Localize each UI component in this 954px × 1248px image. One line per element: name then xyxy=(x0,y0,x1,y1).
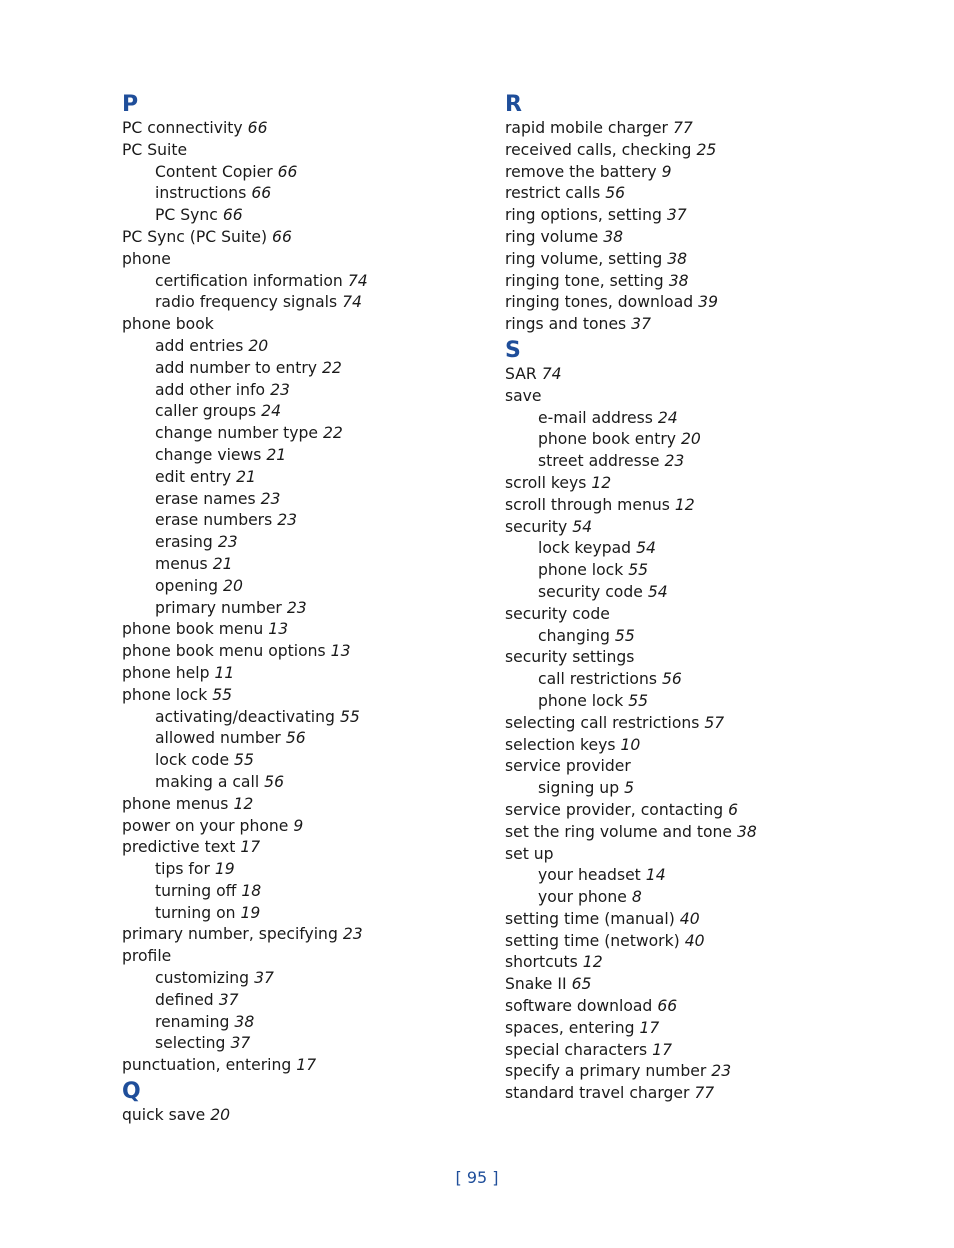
index-entry xyxy=(505,140,905,162)
index-entry xyxy=(505,1018,905,1040)
index-subentry xyxy=(505,865,905,887)
entry-term: special characters xyxy=(505,1040,648,1059)
entry-page: 6 xyxy=(728,800,739,819)
entry-page: 23 xyxy=(286,598,307,617)
index-entry xyxy=(505,647,905,669)
entry-term: primary number xyxy=(155,598,282,617)
index-entry xyxy=(122,1105,522,1127)
entry-term: erasing xyxy=(155,533,213,552)
entry-page: 12 xyxy=(233,794,254,813)
entry-page: 23 xyxy=(217,533,238,552)
entry-page: 22 xyxy=(321,358,342,377)
index-subentry xyxy=(122,292,522,314)
entry-page: 55 xyxy=(212,685,233,704)
entry-page: 23 xyxy=(342,925,363,944)
index-entry xyxy=(505,931,905,953)
index-subentry xyxy=(122,554,522,576)
entry-term: security code xyxy=(538,582,643,601)
entry-term: ring options, setting xyxy=(505,206,662,225)
index-entry xyxy=(505,1061,905,1083)
entry-page: 66 xyxy=(657,997,678,1016)
entry-page: 5 xyxy=(624,779,635,798)
entry-term: change views xyxy=(155,445,262,464)
entry-page: 55 xyxy=(628,561,649,580)
index-entry xyxy=(505,996,905,1018)
entry-term: selection keys xyxy=(505,735,616,754)
entry-page: 55 xyxy=(234,751,254,770)
index-entry xyxy=(122,619,522,641)
index-entry xyxy=(505,183,905,205)
entry-page: 66 xyxy=(251,184,272,203)
index-subentry xyxy=(122,532,522,554)
entry-page: 21 xyxy=(236,467,256,486)
index-subentry xyxy=(122,990,522,1012)
entry-term: service provider, contacting xyxy=(505,800,724,819)
entry-term: erase names xyxy=(155,489,256,508)
entry-page: 12 xyxy=(582,953,603,972)
entry-term: phone lock xyxy=(538,691,624,710)
entry-page: 66 xyxy=(222,206,243,225)
index-subentry xyxy=(122,772,522,794)
index-entry xyxy=(505,909,905,931)
index-entry xyxy=(505,1083,905,1105)
entry-page: 74 xyxy=(347,271,368,290)
index-subentry xyxy=(122,576,522,598)
entry-term: predictive text xyxy=(122,838,236,857)
entry-term: quick save xyxy=(122,1106,206,1125)
entry-term: primary number, specifying xyxy=(122,925,338,944)
entry-term: caller groups xyxy=(155,402,257,421)
entry-term: rings and tones xyxy=(505,315,627,334)
entry-page: 13 xyxy=(330,642,351,661)
index-entry xyxy=(505,844,905,866)
index-subentry xyxy=(122,380,522,402)
index-entry xyxy=(122,794,522,816)
index-subentry xyxy=(122,1012,522,1034)
index-entry xyxy=(122,837,522,859)
index-entry xyxy=(505,386,905,408)
index-entry xyxy=(505,735,905,757)
index-subentry xyxy=(122,1033,522,1055)
index-subentry xyxy=(122,859,522,881)
entry-term: phone menus xyxy=(122,794,229,813)
entry-term: renaming xyxy=(155,1012,230,1031)
index-section xyxy=(505,92,905,336)
entry-page: 14 xyxy=(645,866,666,885)
index-subentry xyxy=(505,626,905,648)
entry-page: 9 xyxy=(661,162,672,181)
entry-term: scroll keys xyxy=(505,473,587,492)
index-subentry xyxy=(122,336,522,358)
entry-page: 24 xyxy=(657,408,678,427)
entry-page: 66 xyxy=(272,227,292,246)
entry-page: 23 xyxy=(711,1062,732,1081)
index-entry xyxy=(505,162,905,184)
entry-term: signing up xyxy=(538,779,620,798)
entry-page: 77 xyxy=(672,119,693,137)
entry-term: street addresse xyxy=(538,452,660,471)
index-entry xyxy=(122,314,522,336)
entry-page: 17 xyxy=(296,1056,317,1075)
index-entry xyxy=(505,974,905,996)
entry-page: 37 xyxy=(254,969,274,988)
entry-term: security code xyxy=(505,604,610,623)
entry-page: 38 xyxy=(668,271,689,290)
entry-term: service provider xyxy=(505,757,631,776)
index-entry xyxy=(122,641,522,663)
index-entry xyxy=(505,800,905,822)
entry-page: 12 xyxy=(674,495,695,514)
page-number: [ 95 ] xyxy=(455,1168,499,1187)
entry-term: PC connectivity xyxy=(122,119,243,137)
index-entry xyxy=(122,816,522,838)
entry-term: rapid mobile charger xyxy=(505,119,668,137)
entry-term: edit entry xyxy=(155,467,232,486)
entry-page: 24 xyxy=(261,402,282,421)
index-subentry xyxy=(122,903,522,925)
entry-term: turning off xyxy=(155,881,237,900)
entry-page: 8 xyxy=(631,888,642,907)
entry-page: 37 xyxy=(218,990,239,1009)
index-entry xyxy=(505,517,905,539)
section-letter: R xyxy=(505,92,522,117)
index-entry xyxy=(505,249,905,271)
entry-page: 25 xyxy=(696,140,717,159)
entry-term: punctuation, entering xyxy=(122,1056,292,1075)
entry-page: 54 xyxy=(572,517,593,536)
entry-term: SAR xyxy=(505,364,537,383)
index-subentry xyxy=(505,582,905,604)
section-letter: Q xyxy=(122,1079,141,1105)
entry-page: 57 xyxy=(704,713,725,732)
index-subentry xyxy=(122,467,522,489)
entry-term: lock code xyxy=(155,751,230,770)
index-subentry xyxy=(122,271,522,293)
entry-page: 54 xyxy=(647,582,668,601)
entry-term: selecting xyxy=(155,1034,226,1053)
entry-page: 17 xyxy=(240,838,261,857)
index-subentry xyxy=(505,691,905,713)
index-entry xyxy=(505,1040,905,1062)
entry-term: change number type xyxy=(155,424,318,443)
index-subentry xyxy=(122,707,522,729)
entry-term: remove the battery xyxy=(505,162,657,181)
index-subentry xyxy=(122,423,522,445)
entry-page: 65 xyxy=(571,975,592,994)
index-entry xyxy=(505,292,905,314)
entry-page: 23 xyxy=(270,380,290,399)
entry-term: instructions xyxy=(155,184,247,203)
index-section xyxy=(505,338,905,1105)
index-entry xyxy=(122,140,522,162)
entry-term: setting time (manual) xyxy=(505,909,675,928)
entry-page: 38 xyxy=(736,822,757,841)
entry-term: phone help xyxy=(122,663,210,682)
entry-page: 77 xyxy=(694,1084,715,1103)
entry-page: 23 xyxy=(260,489,281,508)
index-entry xyxy=(505,952,905,974)
entry-page: 56 xyxy=(285,729,306,748)
entry-page: 19 xyxy=(214,860,235,879)
entry-term: received calls, checking xyxy=(505,140,692,159)
entry-term: add entries xyxy=(155,336,244,355)
index-subentry xyxy=(505,538,905,560)
entry-page: 12 xyxy=(591,473,612,492)
index-subentry xyxy=(505,669,905,691)
index-column-left xyxy=(122,92,522,1127)
entry-page: 56 xyxy=(264,772,284,791)
entry-term: phone lock xyxy=(122,685,208,704)
index-column-right xyxy=(505,92,905,1105)
entry-page: 23 xyxy=(277,511,298,530)
index-subentry xyxy=(122,489,522,511)
entry-term: ringing tone, setting xyxy=(505,271,664,290)
entry-term: phone lock xyxy=(538,561,624,580)
entry-term: customizing xyxy=(155,969,250,988)
entry-page: 54 xyxy=(636,539,656,558)
entry-page: 66 xyxy=(247,119,268,137)
index-subentry xyxy=(505,451,905,473)
entry-term: add other info xyxy=(155,380,266,399)
index-entry xyxy=(122,1055,522,1077)
entry-page: 40 xyxy=(679,909,700,928)
entry-term: opening xyxy=(155,576,219,595)
entry-term: activating/deactivating xyxy=(155,707,335,726)
entry-page: 17 xyxy=(639,1018,660,1037)
entry-term: tips for xyxy=(155,860,210,879)
entry-page: 23 xyxy=(664,452,685,471)
entry-page: 55 xyxy=(339,707,360,726)
entry-page: 39 xyxy=(698,293,719,312)
index-entry xyxy=(505,473,905,495)
entry-page: 74 xyxy=(342,293,362,312)
entry-term: radio frequency signals xyxy=(155,293,338,312)
index-subentry xyxy=(505,408,905,430)
index-entry xyxy=(122,249,522,271)
entry-term: lock keypad xyxy=(538,539,632,558)
entry-page: 11 xyxy=(214,663,235,682)
index-subentry xyxy=(505,560,905,582)
entry-term: phone book xyxy=(122,315,214,334)
entry-page: 38 xyxy=(234,1012,255,1031)
entry-term: erase numbers xyxy=(155,511,273,530)
index-subentry xyxy=(122,598,522,620)
entry-page: 10 xyxy=(620,735,641,754)
entry-term: security settings xyxy=(505,648,635,667)
entry-term: making a call xyxy=(155,772,260,791)
entry-term: phone book entry xyxy=(538,430,676,449)
entry-term: PC Sync (PC Suite) xyxy=(122,227,268,246)
entry-page: 20 xyxy=(248,336,269,355)
entry-page: 37 xyxy=(631,315,651,334)
entry-page: 56 xyxy=(661,670,682,689)
entry-term: phone book menu options xyxy=(122,642,326,661)
entry-term: Snake II xyxy=(505,975,567,994)
entry-term: restrict calls xyxy=(505,184,601,203)
entry-term: changing xyxy=(538,626,610,645)
entry-page: 37 xyxy=(230,1034,251,1053)
index-entry xyxy=(122,663,522,685)
entry-page: 17 xyxy=(652,1040,673,1059)
index-entry xyxy=(505,314,905,336)
entry-term: ringing tones, download xyxy=(505,293,694,312)
entry-term: PC Suite xyxy=(122,140,188,159)
index-section xyxy=(122,1079,522,1127)
entry-term: scroll through menus xyxy=(505,495,670,514)
entry-page: 20 xyxy=(210,1106,231,1125)
index-entry xyxy=(505,364,905,386)
index-subentry xyxy=(122,358,522,380)
entry-page: 9 xyxy=(293,816,304,835)
entry-term: set the ring volume and tone xyxy=(505,822,732,841)
entry-page: 55 xyxy=(628,691,649,710)
index-entry xyxy=(122,685,522,707)
entry-term: e-mail address xyxy=(538,408,653,427)
entry-term: profile xyxy=(122,947,172,966)
entry-page: 22 xyxy=(323,424,343,443)
entry-page: 55 xyxy=(614,626,635,645)
index-entry xyxy=(505,227,905,249)
entry-term: phone book menu xyxy=(122,620,264,639)
index-entry xyxy=(122,227,522,249)
entry-term: allowed number xyxy=(155,729,281,748)
index-subentry xyxy=(505,778,905,800)
entry-page: 38 xyxy=(667,249,688,268)
entry-term: selecting call restrictions xyxy=(505,713,700,732)
index-entry xyxy=(505,118,905,140)
index-subentry xyxy=(122,183,522,205)
index-subentry xyxy=(122,728,522,750)
entry-term: power on your phone xyxy=(122,816,289,835)
index-subentry xyxy=(122,445,522,467)
entry-term: specify a primary number xyxy=(505,1062,707,1081)
index-entry xyxy=(122,946,522,968)
entry-term: standard travel charger xyxy=(505,1084,690,1103)
entry-term: certification information xyxy=(155,271,343,290)
index-entry xyxy=(505,271,905,293)
entry-term: set up xyxy=(505,844,554,863)
entry-page: 40 xyxy=(684,931,705,950)
index-section xyxy=(122,92,522,1077)
index-entry xyxy=(505,604,905,626)
entry-term: PC Sync xyxy=(155,206,218,225)
index-entry xyxy=(505,822,905,844)
entry-term: defined xyxy=(155,990,214,1009)
entry-term: software download xyxy=(505,997,653,1016)
entry-page: 20 xyxy=(680,430,701,449)
index-subentry xyxy=(505,429,905,451)
entry-term: spaces, entering xyxy=(505,1018,635,1037)
entry-term: Content Copier xyxy=(155,162,273,181)
entry-page: 37 xyxy=(666,206,687,225)
entry-term: add number to entry xyxy=(155,358,317,377)
entry-term: setting time (network) xyxy=(505,931,680,950)
entry-term: save xyxy=(505,386,542,405)
entry-page: 19 xyxy=(240,903,261,922)
index-subentry xyxy=(505,887,905,909)
index-entry xyxy=(122,118,522,140)
entry-page: 74 xyxy=(541,364,562,383)
entry-page: 66 xyxy=(277,162,298,181)
index-entry xyxy=(505,205,905,227)
entry-page: 38 xyxy=(603,227,624,246)
entry-page: 21 xyxy=(212,554,233,573)
entry-page: 56 xyxy=(605,184,626,203)
index-entry xyxy=(505,756,905,778)
index-entry xyxy=(505,495,905,517)
entry-term: call restrictions xyxy=(538,670,657,689)
index-subentry xyxy=(122,401,522,423)
index-entry xyxy=(505,713,905,735)
entry-page: 13 xyxy=(268,620,289,639)
index-subentry xyxy=(122,162,522,184)
entry-term: your phone xyxy=(538,888,627,907)
entry-term: phone xyxy=(122,249,171,268)
entry-term: turning on xyxy=(155,903,236,922)
entry-term: your headset xyxy=(538,866,641,885)
entry-page: 20 xyxy=(223,576,243,595)
entry-term: security xyxy=(505,517,568,536)
entry-page: 21 xyxy=(266,445,287,464)
entry-page: 18 xyxy=(241,881,262,900)
section-letter: P xyxy=(122,92,139,117)
index-subentry xyxy=(122,968,522,990)
index-subentry xyxy=(122,510,522,532)
entry-term: ring volume xyxy=(505,227,599,246)
section-letter: S xyxy=(505,337,521,363)
index-entry xyxy=(122,924,522,946)
entry-term: ring volume, setting xyxy=(505,249,663,268)
index-subentry xyxy=(122,881,522,903)
entry-term: menus xyxy=(155,554,208,573)
index-subentry xyxy=(122,205,522,227)
entry-term: shortcuts xyxy=(505,953,578,972)
index-subentry xyxy=(122,750,522,772)
